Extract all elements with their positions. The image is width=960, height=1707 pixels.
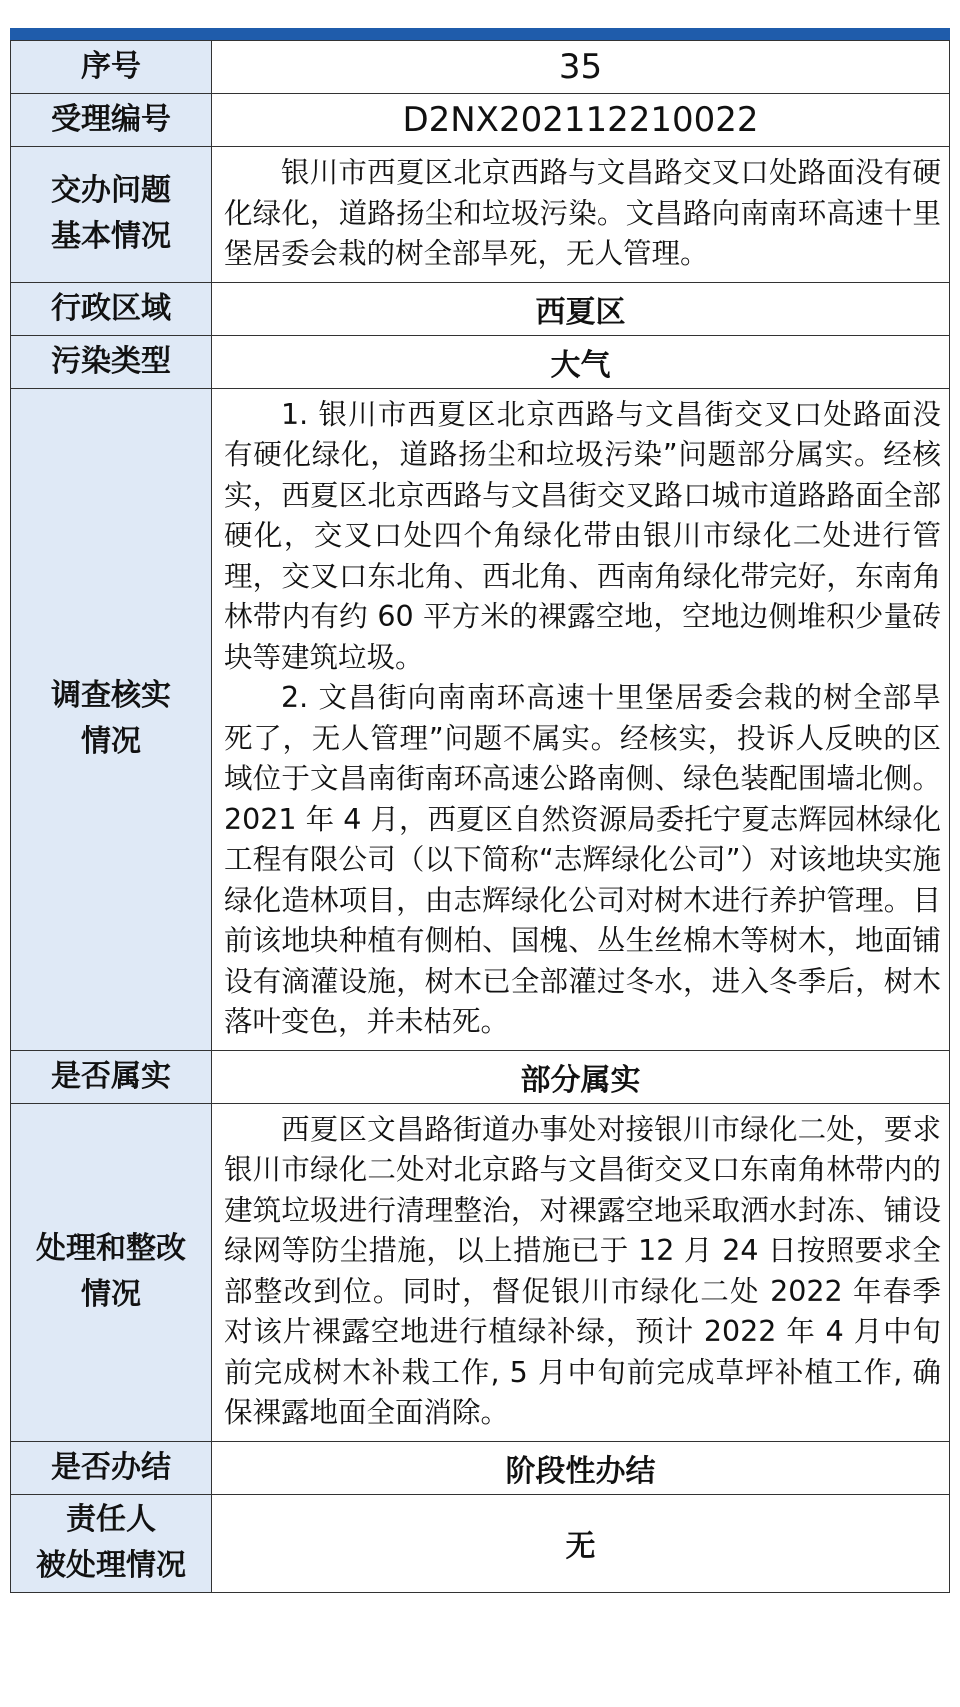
header-bar bbox=[10, 28, 950, 40]
label-case-no: 受理编号 bbox=[11, 94, 212, 147]
value-rectification bbox=[212, 1103, 950, 1441]
value-issue bbox=[212, 147, 950, 283]
label-investigation bbox=[11, 388, 212, 1050]
row-investigation bbox=[11, 388, 950, 1050]
value-closed: 阶段性办结 bbox=[212, 1441, 950, 1494]
row-pollution bbox=[11, 335, 950, 388]
value-seq: 35 bbox=[212, 41, 950, 94]
label-accountability-line2: 被处理情况 bbox=[36, 1548, 186, 1583]
label-rectification-line2: 情况 bbox=[81, 1277, 141, 1312]
row-verified bbox=[11, 1050, 950, 1103]
value-pollution: 大气 bbox=[212, 335, 950, 388]
value-district: 西夏区 bbox=[212, 282, 950, 335]
row-accountability bbox=[11, 1494, 950, 1592]
label-district: 行政区域 bbox=[11, 282, 212, 335]
label-issue-line2: 基本情况 bbox=[51, 219, 171, 255]
label-accountability bbox=[11, 1494, 212, 1592]
label-investigation-line2: 情况 bbox=[81, 724, 141, 759]
investigation-para-1: 1. 银川市西夏区北京西路与文昌街交叉口处路面没有硬化绿化，道路扬尘和垃圾污染”问题部分属实。经核实，西夏区北京西路与文昌街交叉路口城市道路路面全部硬化，交叉口处四个角绿化带由银川市绿化二处进行管理，交叉口东北角、西北角、西南角绿化带完好，东南角林带内有约 60 平方米的裸露空地，空地边侧堆积少量砖块等建筑垃圾。 bbox=[224, 397, 941, 674]
label-issue-line1: 交办问题 bbox=[51, 173, 171, 209]
issue-text: 银川市西夏区北京西路与文昌路交叉口处路面没有硬化绿化，道路扬尘和垃圾污染。文昌路向南南环高速十里堡居委会栽的树全部旱死，无人管理。 bbox=[224, 156, 941, 270]
row-closed bbox=[11, 1441, 950, 1494]
label-seq: 序号 bbox=[11, 41, 212, 94]
value-verified: 部分属实 bbox=[212, 1050, 950, 1103]
row-rectification bbox=[11, 1103, 950, 1441]
label-accountability-line1: 责任人 bbox=[66, 1502, 156, 1537]
label-verified: 是否属实 bbox=[11, 1050, 212, 1103]
rectification-text: 西夏区文昌路街道办事处对接银川市绿化二处，要求银川市绿化二处对北京路与文昌街交叉口东南角林带内的建筑垃圾进行清理整治，对裸露空地采取洒水封冻、铺设绿网等防尘措施，以上措施已于 12 月 24 日按照要求全部整改到位。同时，督促银川市绿化二处 2022 年春季对该片裸露空地进行植绿补绿，预计 2022 年 4 月中旬前完成树木补栽工作, 5 月中旬前完成草坪补植工作, 确保裸露地面全面消除。 bbox=[224, 1112, 941, 1429]
row-case-no bbox=[11, 94, 950, 147]
row-issue bbox=[11, 147, 950, 283]
label-rectification-line1: 处理和整改 bbox=[36, 1231, 186, 1266]
row-seq bbox=[11, 41, 950, 94]
label-rectification bbox=[11, 1103, 212, 1441]
row-district bbox=[11, 282, 950, 335]
value-accountability: 无 bbox=[212, 1494, 950, 1592]
label-pollution: 污染类型 bbox=[11, 335, 212, 388]
investigation-para-2: 2. 文昌街向南南环高速十里堡居委会栽的树全部旱死了，无人管理”问题不属实。经核实，投诉人反映的区域位于文昌南街南环高速公路南侧、绿色装配围墙北侧。2021 年 4 月，西夏区自然资源局委托宁夏志辉园林绿化工程有限公司（以下简称“志辉绿化公司”）对该地块实施绿化造林项目，由志辉绿化公司对树木进行养护管理。目前该地块种植有侧柏、国槐、丛生丝棉木等树木，地面铺设有滴灌设施，树木已全部灌过冬水，进入冬季后，树木落叶变色，并未枯死。 bbox=[224, 681, 941, 1038]
value-case-no: D2NX202112210022 bbox=[212, 94, 950, 147]
case-table bbox=[10, 40, 950, 1593]
label-issue bbox=[11, 147, 212, 283]
label-investigation-line1: 调查核实 bbox=[51, 678, 171, 713]
label-closed: 是否办结 bbox=[11, 1441, 212, 1494]
value-investigation bbox=[212, 388, 950, 1050]
